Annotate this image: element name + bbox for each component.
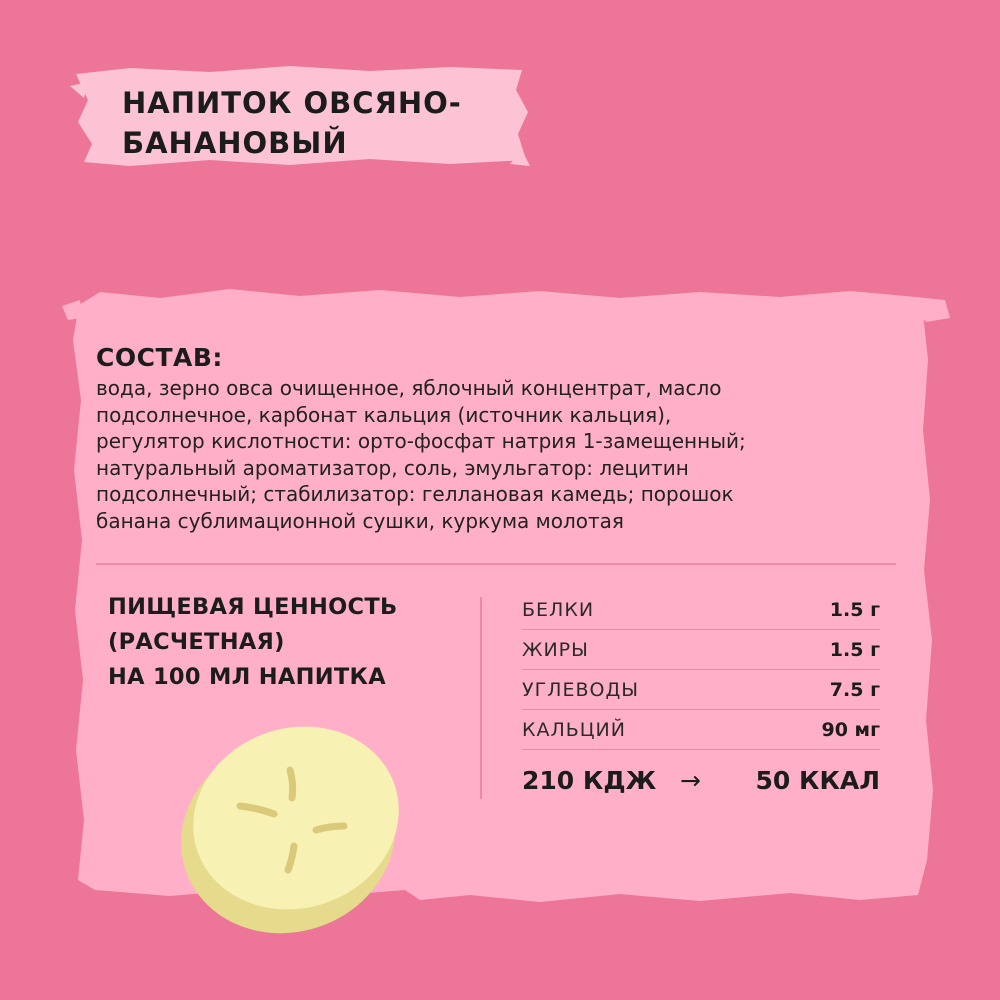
product-title-line-1: НАПИТОК ОВСЯНО- xyxy=(122,86,462,120)
nutrition-title-line: (РАСЧЕТНАЯ) xyxy=(108,629,285,655)
nutrient-value: 7.5 г xyxy=(829,678,880,701)
nutrient-value: 1.5 г xyxy=(829,638,880,661)
product-title xyxy=(122,83,462,163)
composition-line: банана сублимационной сушки, куркума молотая xyxy=(96,508,624,533)
vertical-divider xyxy=(480,597,482,799)
composition-text xyxy=(96,375,896,534)
energy-kcal: 50 ККАЛ xyxy=(755,766,880,795)
nutrition-title-line: ПИЩЕВАЯ ЦЕННОСТЬ xyxy=(108,594,398,620)
nutrition-row-calcium xyxy=(522,710,880,750)
nutrient-label: КАЛЬЦИЙ xyxy=(522,718,626,741)
banana-seed xyxy=(316,826,344,830)
section-divider xyxy=(96,563,896,565)
composition-heading: СОСТАВ: xyxy=(96,343,223,372)
nutrition-row-protein xyxy=(522,590,880,630)
composition-line: натуральный ароматизатор, соль, эмульгатор: лецитин xyxy=(96,455,689,480)
composition-line: регулятор кислотности: орто-фосфат натрия 1-замещенный; xyxy=(96,429,746,453)
nutrient-label: БЕЛКИ xyxy=(522,598,595,621)
composition-line: вода, зерно овса очищенное, яблочный концентрат, масло xyxy=(96,376,722,400)
nutrition-row-fat xyxy=(522,630,880,670)
nutrition-title xyxy=(108,590,448,695)
nutrient-value: 90 мг xyxy=(821,718,880,741)
nutrient-label: ЖИРЫ xyxy=(522,638,589,661)
nutrition-title-line: НА 100 МЛ НАПИТКА xyxy=(108,664,386,690)
banana-slice-illustration xyxy=(170,710,420,940)
product-title-line-2: БАНАНОВЫЙ xyxy=(122,126,348,160)
energy-kj: 210 КДЖ xyxy=(522,766,657,795)
arrow-right-icon: → xyxy=(680,766,701,795)
composition-line: подсолнечное, карбонат кальция (источник кальция), xyxy=(96,402,672,427)
banana-seed xyxy=(290,770,293,798)
nutrient-value: 1.5 г xyxy=(829,598,880,621)
title-badge xyxy=(70,60,530,172)
energy-value xyxy=(522,762,880,804)
composition-line: подсолнечный; стабилизатор: геллановая камедь; порошок xyxy=(96,482,734,506)
nutrition-row-carbs xyxy=(522,670,880,710)
nutrition-table xyxy=(522,590,880,750)
composition-section xyxy=(96,343,896,534)
nutrient-label: УГЛЕВОДЫ xyxy=(522,678,640,701)
